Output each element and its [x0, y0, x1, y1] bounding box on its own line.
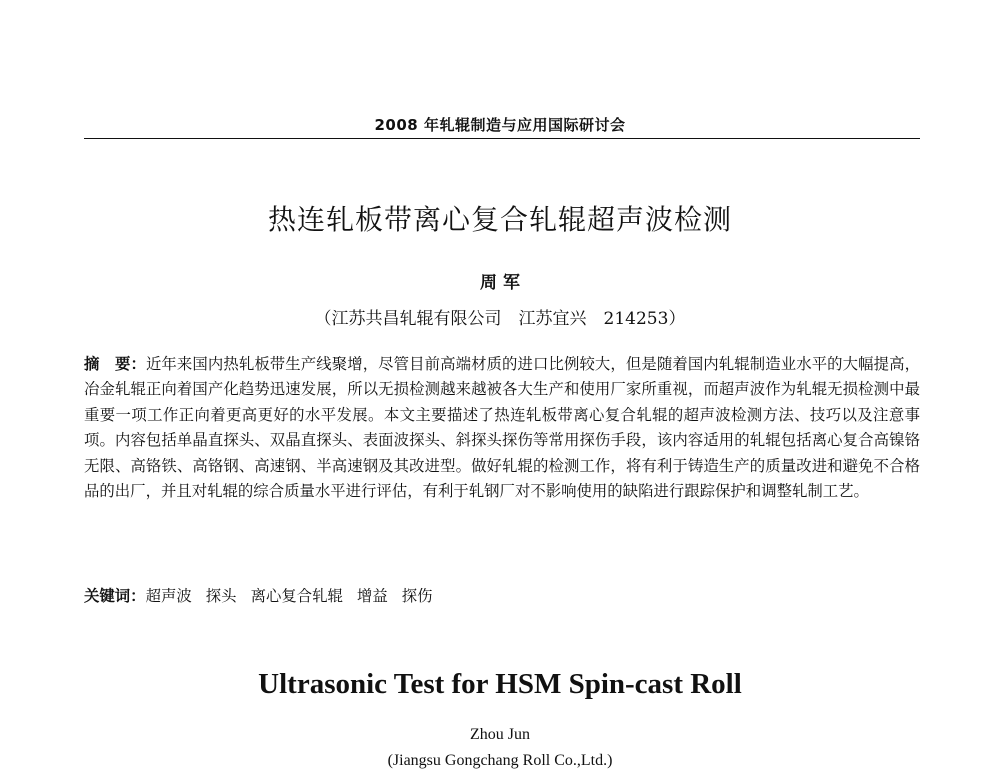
abstract-label: 摘 要： — [84, 355, 146, 373]
english-title: Ultrasonic Test for HSM Spin-cast Roll — [258, 668, 742, 700]
keywords-label: 关键词： — [84, 587, 146, 605]
header-rule — [84, 138, 920, 139]
abstract-text: 近年来国内热轧板带生产线聚增，尽管目前高端材质的进口比例较大，但是随着国内轧辊制造业水平的大幅提高，冶金轧辊正向着国产化趋势迅速发展，所以无损检测越来越被各大生产和使用厂家所重视，而超声波作为轧辊无损检测中最重要一项工作正向着更高更好的水平发展。本文主要描述了热连轧板带离心复合轧辊的超声波检测方法、技巧以及注意事项。内容包括单晶直探头、双晶直探头、表面波探头、斜探头探伤等常用探伤手段，该内容适用的轧辊包括离心复合高镍铬无限、高铬铁、高铬钢、高速钢、半高速钢及其改进型。做好轧辊的检测工作，将有利于铸造生产的质量改进和避免不合格品的出厂，并且对轧辊的综合质量水平进行评估，有利于轧钢厂对不影响使用的缺陷进行跟踪保护和调整轧制工艺。 — [84, 355, 920, 501]
keyword-item: 探头 — [205, 587, 237, 605]
keyword-item: 离心复合轧辊 — [250, 587, 343, 605]
chinese-abstract — [84, 352, 920, 504]
chinese-affiliation: （江苏共昌轧辊有限公司 江苏宜兴 214253） — [314, 309, 686, 329]
chinese-keywords — [84, 584, 920, 608]
english-author: Zhou Jun — [470, 726, 530, 743]
keyword-item: 增益 — [356, 587, 388, 605]
keyword-item: 超声波 — [145, 587, 192, 605]
english-affiliation: (Jiangsu Gongchang Roll Co.,Ltd.) — [387, 752, 613, 769]
running-header: 2008 年轧辊制造与应用国际研讨会 — [374, 116, 626, 134]
chinese-author: 周 军 — [480, 273, 520, 293]
keyword-item: 探伤 — [401, 587, 433, 605]
chinese-title: 热连轧板带离心复合轧辊超声波检测 — [267, 203, 732, 236]
